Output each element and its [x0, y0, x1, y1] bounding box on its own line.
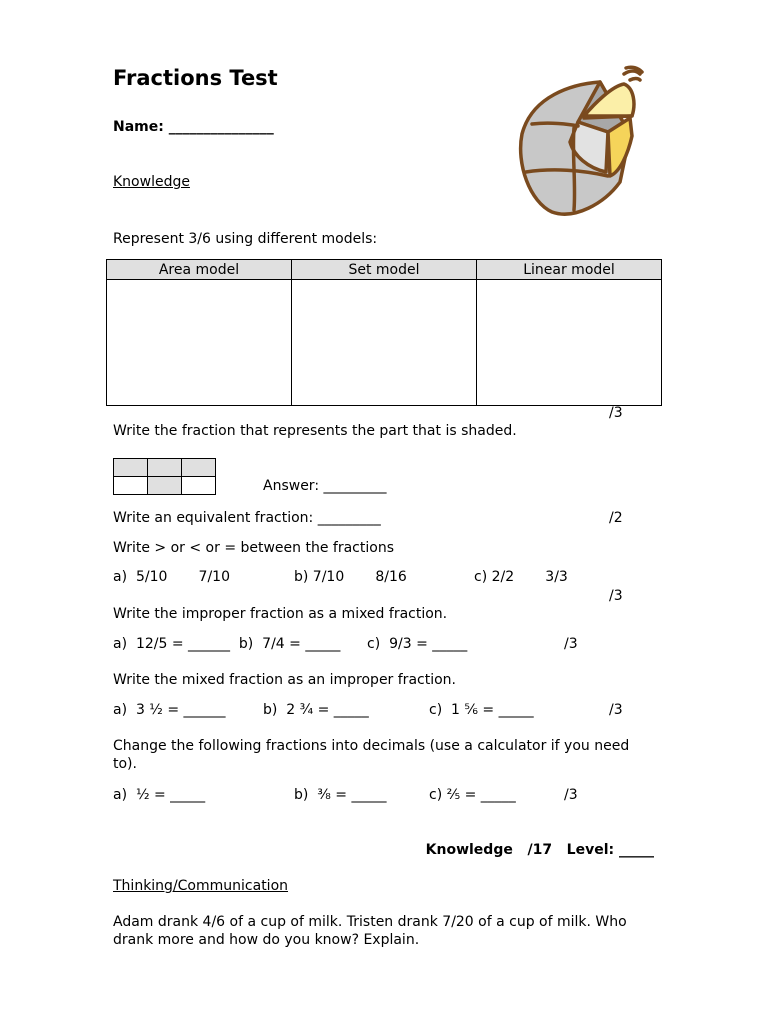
- decimal-prompt: Change the following fractions into decimals (use a calculator if you need to).: [113, 738, 630, 772]
- equivalent-fraction-field[interactable]: Write an equivalent fraction: _________: [113, 510, 381, 526]
- grid-cell: [182, 459, 216, 477]
- mixed-item-a[interactable]: a) 3 ½ = ______: [113, 702, 226, 718]
- grid-cell: [182, 477, 216, 495]
- set-model-cell[interactable]: [292, 280, 477, 406]
- answer-field[interactable]: Answer: _________: [263, 478, 387, 494]
- page-title: Fractions Test: [113, 66, 278, 90]
- knowledge-heading: Knowledge: [113, 174, 190, 190]
- models-table: [106, 259, 662, 406]
- milk-question: Adam drank 4/6 of a cup of milk. Tristen drank 7/20 of a cup of milk. Who drank more and how do you know? Explain.: [113, 914, 627, 948]
- mixed-item-c[interactable]: c) 1 ⅚ = _____: [429, 702, 534, 718]
- thinking-heading: Thinking/Communication: [113, 878, 289, 894]
- score-equivalent: /2: [609, 510, 623, 526]
- score-improper: /3: [564, 636, 578, 652]
- compare-item-c[interactable]: c) 2/2 3/3: [474, 569, 568, 585]
- score-decimal: /3: [564, 787, 578, 803]
- mixed-prompt: Write the mixed fraction as an improper fraction.: [113, 672, 456, 688]
- score-models: /3: [609, 405, 623, 421]
- compare-item-a[interactable]: a) 5/10 7/10: [113, 569, 230, 585]
- header-area-model: Area model: [107, 260, 292, 280]
- score-compare: /3: [609, 588, 623, 604]
- linear-model-cell[interactable]: [477, 280, 662, 406]
- header-linear-model: Linear model: [477, 260, 662, 280]
- decimal-item-a[interactable]: a) ½ = _____: [113, 787, 206, 803]
- area-model-cell[interactable]: [107, 280, 292, 406]
- grid-cell: [114, 459, 148, 477]
- name-label: Name:: [113, 119, 164, 135]
- improper-prompt: Write the improper fraction as a mixed fraction.: [113, 606, 448, 622]
- name-blank[interactable]: _______________: [168, 119, 274, 135]
- improper-items[interactable]: a) 12/5 = ______ b) 7/4 = _____ c) 9/3 = _____: [113, 636, 468, 652]
- header-set-model: Set model: [292, 260, 477, 280]
- grid-cell: [148, 477, 182, 495]
- fraction-pie-wedge-icon: [512, 64, 646, 218]
- score-mixed: /3: [609, 702, 623, 718]
- grid-cell: [114, 477, 148, 495]
- shaded-prompt: Write the fraction that represents the part that is shaded.: [113, 423, 517, 439]
- decimal-item-c[interactable]: c) ⅖ = _____: [429, 787, 516, 803]
- knowledge-total[interactable]: Knowledge /17 Level: _____: [425, 842, 654, 858]
- mixed-item-b[interactable]: b) 2 ¾ = _____: [263, 702, 369, 718]
- compare-prompt: Write > or < or = between the fractions: [113, 540, 394, 556]
- represent-prompt: Represent 3/6 using different models:: [113, 231, 378, 247]
- compare-item-b[interactable]: b) 7/10 8/16: [294, 569, 407, 585]
- grid-cell: [148, 459, 182, 477]
- decimal-item-b[interactable]: b) ⅜ = _____: [294, 787, 387, 803]
- shaded-grid: [113, 458, 216, 495]
